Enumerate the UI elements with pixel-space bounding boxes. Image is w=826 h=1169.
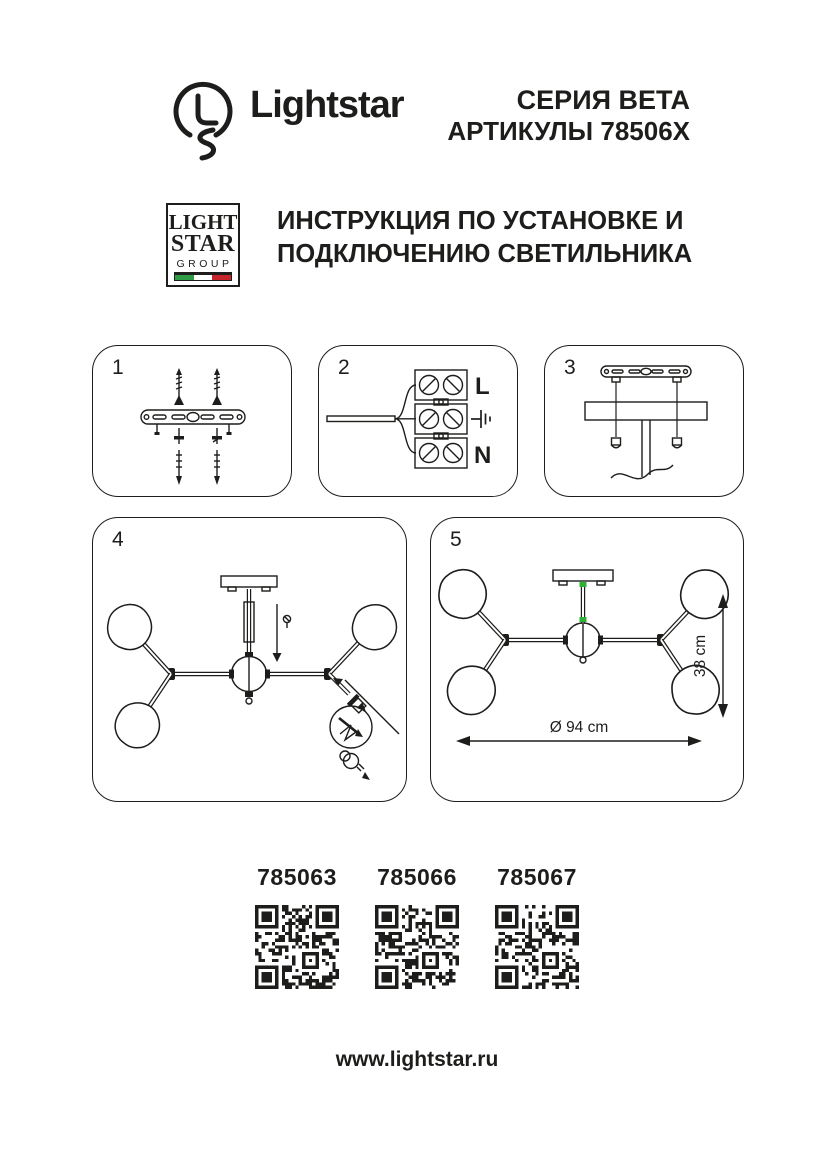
step-2-number: 2	[338, 356, 350, 379]
step-3-number: 3	[564, 356, 576, 379]
height-dimension-label: 38 cm	[692, 634, 709, 678]
step-4-panel	[92, 517, 407, 802]
title-line1: ИНСТРУКЦИЯ ПО УСТАНОВКЕ И	[277, 207, 684, 235]
terminal-label-neutral: N	[474, 442, 492, 469]
article-number-785063: 785063	[257, 864, 337, 890]
group-logo-line1: LIGHT	[168, 210, 238, 234]
lightstar-bulb-logo-icon	[163, 74, 245, 174]
step-5-panel	[430, 517, 744, 802]
step-2-panel	[318, 345, 518, 497]
step-4-number: 4	[112, 528, 124, 551]
step-4-diagram	[93, 518, 406, 801]
step-3-diagram	[545, 346, 743, 496]
qr-code-785063	[255, 905, 339, 989]
step-5-number: 5	[450, 528, 462, 551]
step-3-panel	[544, 345, 744, 497]
flag-white	[194, 275, 213, 280]
diameter-dimension-label: Ø 94 cm	[549, 719, 609, 736]
group-logo-line3: GROUP	[176, 258, 233, 270]
website-url: www.lightstar.ru	[335, 1048, 499, 1071]
page-title	[277, 205, 692, 271]
article-number-785066: 785066	[377, 864, 457, 890]
step-1-number: 1	[112, 356, 124, 379]
step-1-diagram	[93, 346, 291, 496]
group-logo-line2: STAR	[170, 231, 236, 257]
step-1-panel	[92, 345, 292, 497]
flag-red	[212, 275, 231, 280]
series-header	[447, 85, 690, 147]
qr-code-785066	[375, 905, 459, 989]
italian-flag-stripe	[175, 273, 231, 280]
title-line2: ПОДКЛЮЧЕНИЮ СВЕТИЛЬНИКА	[277, 240, 693, 268]
brand-wordmark: Lightstar	[250, 84, 404, 126]
step-5-diagram	[431, 518, 743, 801]
article-number-785067: 785067	[497, 864, 577, 890]
series-title: СЕРИЯ BETA	[516, 85, 690, 115]
lightstar-group-logo	[166, 203, 240, 287]
terminal-label-live: L	[475, 373, 490, 400]
step-2-diagram	[319, 346, 517, 496]
article-series: АРТИКУЛЫ 78506X	[447, 116, 690, 146]
qr-code-785067	[495, 905, 579, 989]
flag-green	[175, 275, 194, 280]
